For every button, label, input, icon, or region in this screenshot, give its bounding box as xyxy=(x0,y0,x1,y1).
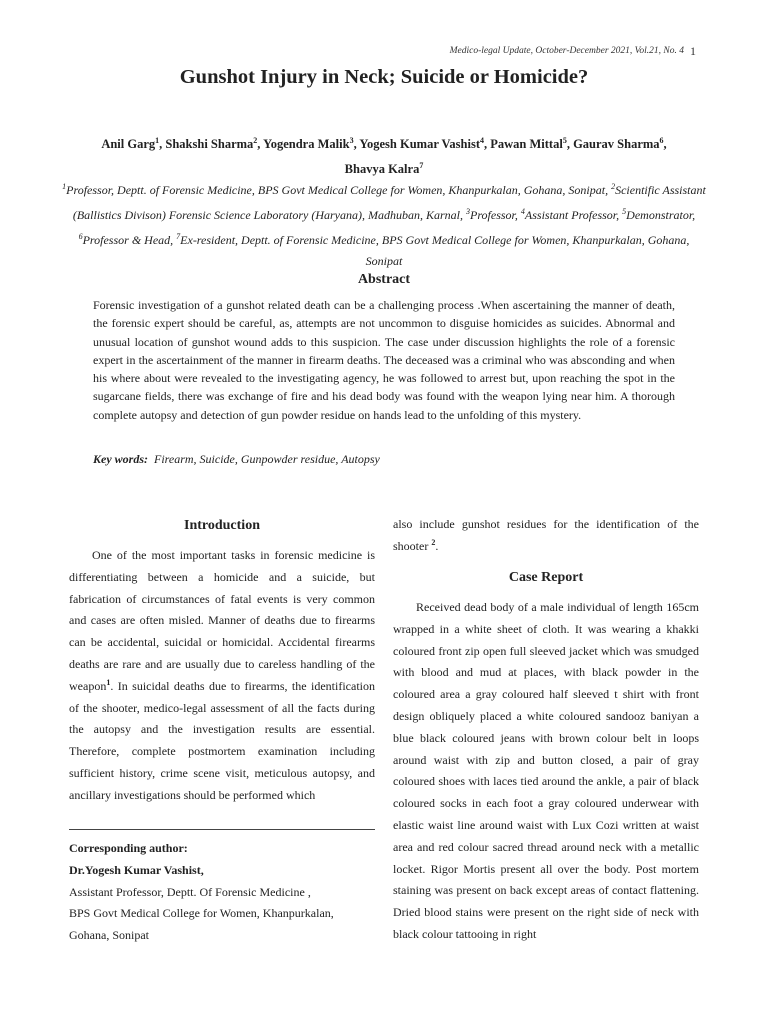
author-name: Yogesh Kumar Vashist xyxy=(359,137,480,152)
affiliation-text: Professor, Deptt. of Forensic Medicine, BPS Govt Medical College for Women, Khanpurkalan, Gohana, Sonipat, xyxy=(66,183,609,197)
keywords xyxy=(93,452,675,467)
corresponding-line: Gohana, Sonipat xyxy=(69,928,149,943)
affiliation-sup: 6 xyxy=(78,232,83,241)
journal-header: Medico-legal Update, October-December 2021, Vol.21, No. 4 xyxy=(449,46,684,56)
introduction-paragraph xyxy=(69,545,375,807)
corresponding-name: Dr.Yogesh Kumar Vashist, xyxy=(69,862,204,877)
author-name: Gaurav Sharma xyxy=(573,137,660,152)
affiliation-sup: 1 xyxy=(62,182,67,191)
corresponding-label: Corresponding author: xyxy=(69,841,188,855)
author-name: Pawan Mittal xyxy=(490,137,563,152)
keywords-text: Firearm, Suicide, Gunpowder residue, Autopsy xyxy=(154,452,380,466)
continuation-end: . xyxy=(435,538,439,553)
introduction-body xyxy=(69,545,375,807)
page-number: 1 xyxy=(690,44,696,58)
affiliation-text: Professor, xyxy=(470,208,518,222)
author-sup: 7 xyxy=(419,161,424,171)
case-report-body xyxy=(393,597,699,946)
paper-title: Gunshot Injury in Neck; Suicide or Homicide? xyxy=(179,66,589,88)
affiliation-sup: 7 xyxy=(176,232,181,241)
affiliations xyxy=(60,176,708,272)
author-sup: 5 xyxy=(562,136,567,145)
keywords-label: Key words: xyxy=(93,452,148,466)
case-report-heading: Case Report xyxy=(508,570,584,585)
footnote-divider xyxy=(69,829,375,830)
introduction-text-1: One of the most important tasks in forensic medicine is differentiating between a homicide and a suicide, but fabrication of circumstances of fatal events is very common and cases are often misled. Manner of deaths due to firearms can be accidental, suicidal or homicidal. Accidental firearms deaths are rare and are usually due to careless handling of the weapon xyxy=(69,548,375,693)
affiliation-text: Demonstrator, xyxy=(626,208,696,222)
introduction-text-2: . In suicidal deaths due to firearms, the identification of the shooter, medico-legal assessment of all the facts during the autopsy and the investigation results are essential. Therefore, complete postmortem examination including sufficient history, crime scene visit, meticulous autopsy, and ancillary investigations should be performed which xyxy=(69,678,375,802)
affiliation-sup: 2 xyxy=(611,182,616,191)
affiliation-text: Scientific Assistant (Ballistics Divison) Forensic Science Laboratory (Haryana), Madhuban, Karnal, xyxy=(72,183,706,222)
introduction-heading: Introduction xyxy=(184,518,260,533)
corresponding-line: BPS Govt Medical College for Women, Khanpurkalan, xyxy=(69,906,334,921)
author-sup: 4 xyxy=(480,136,484,145)
affiliation-sup: 3 xyxy=(466,207,470,216)
abstract-heading: Abstract xyxy=(357,272,411,287)
author-name: Yogendra Malik xyxy=(263,137,350,152)
case-report-paragraph: Received dead body of a male individual of length 165cm wrapped in a white sheet of cloth. It was wearing a khakki coloured front zip open full sleeved jacket which was smudged with blood and mud at places, with black powder in the coloured area a gray coloured half sleeved t shirt with front design obliquely placed a white coloured sandooz baniyan a blue black coloured jeans with brown colour belt in loops around waist with zip and button closed, a pair of gray coloured shoes with laces tied around the ankle, a pair of black coloured socks in each foot a gray coloured underwear with elastic waist line around waist with Lux Cozi written at waist area and red colour sacred thread around neck with a metallic locket. Rigor Mortis present all over the body. Post mortem staining was present on back except areas of contact flattening. Dried blood stains were present on the right side of neck with black colour tattooing in right xyxy=(393,600,699,941)
introduction-continuation xyxy=(393,514,699,558)
reference-1: 1 xyxy=(106,677,111,687)
corresponding-author-block xyxy=(69,838,375,947)
author-sup: 1 xyxy=(155,136,160,145)
author-sup: 2 xyxy=(253,136,258,145)
affiliation-text: Ex-resident, Deptt. of Forensic Medicine, BPS Govt Medical College for Women, Khanpurkalan, Gohana, Sonipat xyxy=(180,233,690,268)
author-name: Shakshi Sharma xyxy=(165,137,254,152)
affiliation-sup: 5 xyxy=(622,207,627,216)
affiliation-sup: 4 xyxy=(520,207,525,216)
continuation-text: also include gunshot residues for the identification of the shooter xyxy=(393,517,699,553)
author-name: Bhavya Kalra xyxy=(344,162,420,177)
author-name: Anil Garg xyxy=(101,137,156,152)
author-list: Anil Garg$^1$, Shakshi Sharma$^2$, Yogendra Malik$^3$, Yogesh Kumar Vashist$^4$, Pawan Mittal$^5$, Gaurav Sharma$^6$, Bhavya Kalra$^7$ xyxy=(101,136,667,177)
author-sup: 3 xyxy=(349,136,354,145)
author-sup: 6 xyxy=(659,136,664,145)
reference-2: 2 xyxy=(431,537,436,547)
abstract-text: Forensic investigation of a gunshot related death can be a challenging process .When ascertaining the manner of death, the forensic expert should be careful, as, attempts are not uncommon to disguise homicides as suicides. Abnormal and unusual location of gunshot wound adds to this suspicion. The case under discussion highlights the role of a forensic expert in the ascertainment of the manner in firearm deaths. The deceased was a criminal who was absconding and when his where about were revealed to the investigating agency, he was followed to arrest but, upon reaching the spot in the sugarcane fields, there was exchange of fire and his dead body was found with the weapon lying near him. A thorough complete autopsy and detection of gun powder residue on hands lead to the unfolding of this mystery. xyxy=(93,298,675,422)
corresponding-line: Assistant Professor, Deptt. Of Forensic Medicine , xyxy=(69,884,311,899)
affiliation-text: Assistant Professor, xyxy=(524,208,620,222)
affiliation-text: Professor & Head, xyxy=(82,233,174,247)
